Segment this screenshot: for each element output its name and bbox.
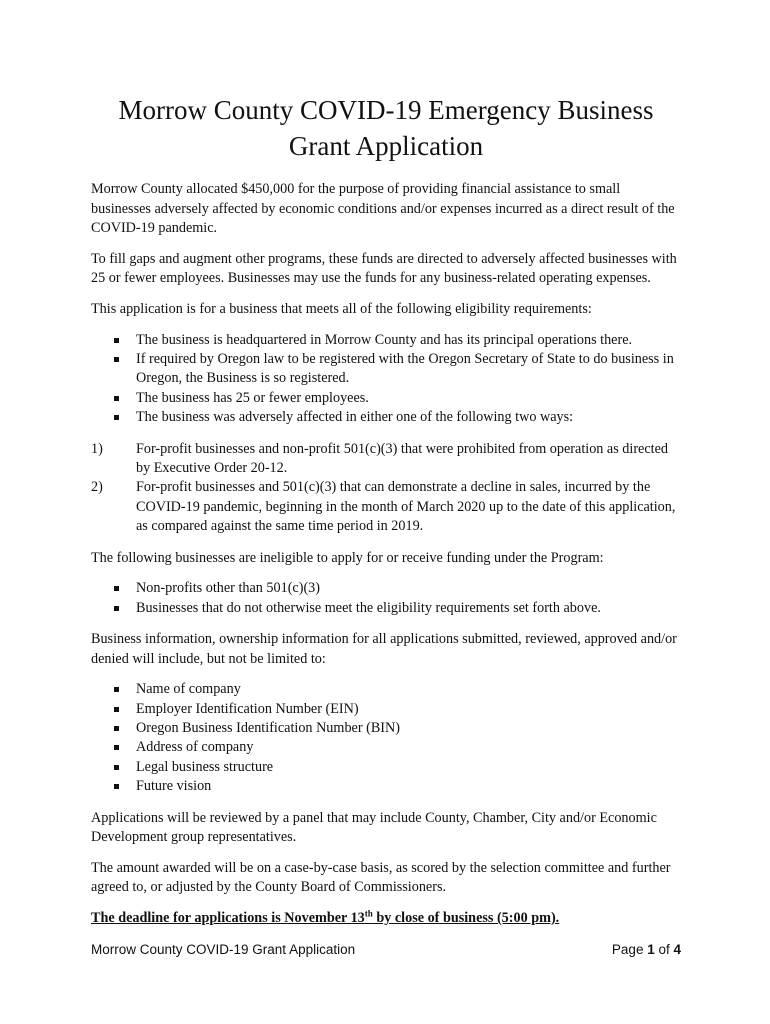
list-item: Address of company	[91, 738, 681, 757]
eligibility-list	[91, 331, 681, 428]
title-line-1: Morrow County COVID-19 Emergency Business	[118, 95, 654, 125]
list-item: If required by Oregon law to be registered with the Oregon Secretary of State to do business in Oregon, the Business is so registered.	[91, 350, 681, 389]
deadline-ordinal-suffix: th	[364, 908, 373, 919]
eligibility-intro: This application is for a business that meets all of the following eligibility requirements:	[91, 300, 592, 317]
deadline-text-start: The deadline for applications is November 13	[91, 910, 365, 927]
footer-title: Morrow County COVID-19 Grant Application	[91, 942, 356, 957]
page-indicator	[612, 942, 681, 957]
intro-paragraph: Morrow County allocated $450,000 for the purpose of providing financial assistance to small businesses adversely affected by economic conditions and/or expenses incurred as a direct result of the COVID-19 pandemic.	[91, 181, 675, 237]
list-item: Businesses that do not otherwise meet the eligibility requirements set forth above.	[91, 599, 681, 618]
adverse-ways-list	[91, 440, 681, 537]
deadline-notice	[91, 909, 681, 929]
deadline-text-end: by close of business (5:00 pm).	[372, 910, 560, 927]
list-item	[91, 478, 681, 536]
list-item: Oregon Business Identification Number (BIN)	[91, 719, 681, 738]
list-number: 1)	[91, 440, 103, 457]
document-page	[91, 92, 681, 940]
review-paragraph: Applications will be reviewed by a panel that may include County, Chamber, City and/or Economic Development group representatives.	[91, 809, 657, 846]
list-item: Employer Identification Number (EIN)	[91, 700, 681, 719]
list-text: For-profit businesses and 501(c)(3) that can demonstrate a decline in sales, incurred by the COVID-19 pandemic, beginning in the month of March 2020 up to the date of this application, as compared against the same time period in 2019.	[136, 479, 676, 535]
list-item	[91, 440, 681, 479]
list-item: Future vision	[91, 777, 681, 796]
list-item: The business was adversely affected in either one of the following two ways:	[91, 408, 681, 427]
total-pages-number: 4	[673, 942, 681, 957]
page-footer	[91, 942, 681, 957]
list-item: Legal business structure	[91, 758, 681, 777]
document-title	[91, 92, 681, 164]
business-info-list	[91, 680, 681, 796]
list-item: Non-profits other than 501(c)(3)	[91, 579, 681, 598]
ineligible-intro: The following businesses are ineligible to apply for or receive funding under the Program:	[91, 549, 604, 566]
page-word: Page	[611, 942, 648, 957]
fill-gaps-paragraph: To fill gaps and augment other programs, these funds are directed to adversely affected businesses with 25 or fewer employees. Businesses may use the funds for any business-related operating expenses.	[91, 250, 677, 287]
title-line-2: Grant Application	[288, 131, 484, 161]
ineligible-list	[91, 579, 681, 618]
amount-paragraph: The amount awarded will be on a case-by-case basis, as scored by the selection committee and further agreed to, or adjusted by the County Board of Commissioners.	[91, 859, 671, 896]
of-word: of	[654, 942, 674, 957]
info-intro: Business information, ownership information for all applications submitted, reviewed, approved and/or denied will include, but not be limited to:	[91, 631, 677, 667]
current-page-number: 1	[647, 942, 655, 957]
list-item: Name of company	[91, 680, 681, 699]
list-number: 2)	[91, 479, 103, 496]
list-item: The business is headquartered in Morrow County and has its principal operations there.	[91, 331, 681, 350]
list-item: The business has 25 or fewer employees.	[91, 389, 681, 408]
list-text: For-profit businesses and non-profit 501(c)(3) that were prohibited from operation as directed by Executive Order 20-12.	[136, 440, 668, 476]
